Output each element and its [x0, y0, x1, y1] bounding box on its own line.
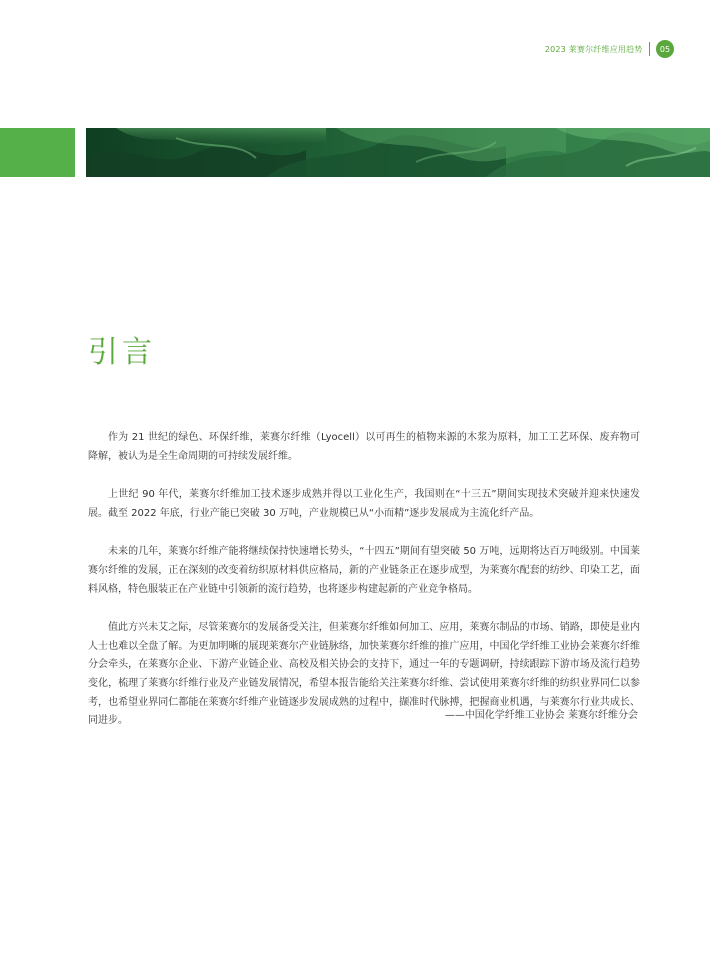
signature: ——中国化学纤维工业协会 莱赛尔纤维分会 [444, 710, 638, 721]
green-fabric-banner [86, 128, 710, 177]
paragraph: 作为 21 世纪的绿色、环保纤维，莱赛尔纤维（Lyocell）以可再生的植物来源的木浆为原料，加工工艺环保、废弃物可降解，被认为是全生命周期的可持续发展纤维。 [88, 432, 640, 462]
green-fabric-image [86, 128, 710, 177]
page-header [545, 40, 674, 58]
header-title: 2023 莱赛尔纤维应用趋势 [544, 44, 643, 54]
page-number: 05 [656, 40, 674, 58]
paragraph: 值此方兴未艾之际，尽管莱赛尔的发展备受关注，但莱赛尔纤维如何加工、应用，莱赛尔制品的市场、销路，即使是业内人士也难以全盘了解。为更加明晰的展现莱赛尔产业链脉络，加快莱赛尔纤维的推广应用，中国化学纤维工业协会莱赛尔纤维分会牵头，在莱赛尔企业、下游产业链企业、高校及相关协会的支持下，通过一年的专题调研，持续跟踪下游市场及流行趋势变化，梳理了莱赛尔纤维行业及产业链发展情况，希望本报告能给关注莱赛尔纤维、尝试使用莱赛尔纤维的纺织业界同仁以参考，也希望业界同仁都能在莱赛尔纤维产业链逐步发展成熟的过程中，撷准时代脉搏，把握商业机遇，与莱赛尔行业共成长、同进步。 [88, 622, 640, 727]
accent-block [0, 128, 75, 177]
paragraph: 未来的几年，莱赛尔纤维产能将继续保持快速增长势头，“十四五”期间有望突破 50 万吨，远期将达百万吨级别。中国莱赛尔纤维的发展，正在深刻的改变着纺织原材料供应格局，新的产业链条正在逐步成型，为莱赛尔配套的纺纱、印染工艺，面料风格，特色服装正在产业链中引领新的流行趋势，也将逐步构建起新的产业竞争格局。 [88, 546, 640, 595]
paragraph: 上世纪 90 年代，莱赛尔纤维加工技术逐步成熟并得以工业化生产，我国则在“十三五”期间实现技术突破并迎来快速发展。截至 2022 年底，行业产能已突破 30 万吨，产业规模已从“小而精”逐步发展成为主流化纤产品。 [88, 489, 640, 519]
section-title: 引言 [88, 335, 156, 370]
header-divider [649, 42, 651, 56]
body-text [88, 429, 640, 751]
